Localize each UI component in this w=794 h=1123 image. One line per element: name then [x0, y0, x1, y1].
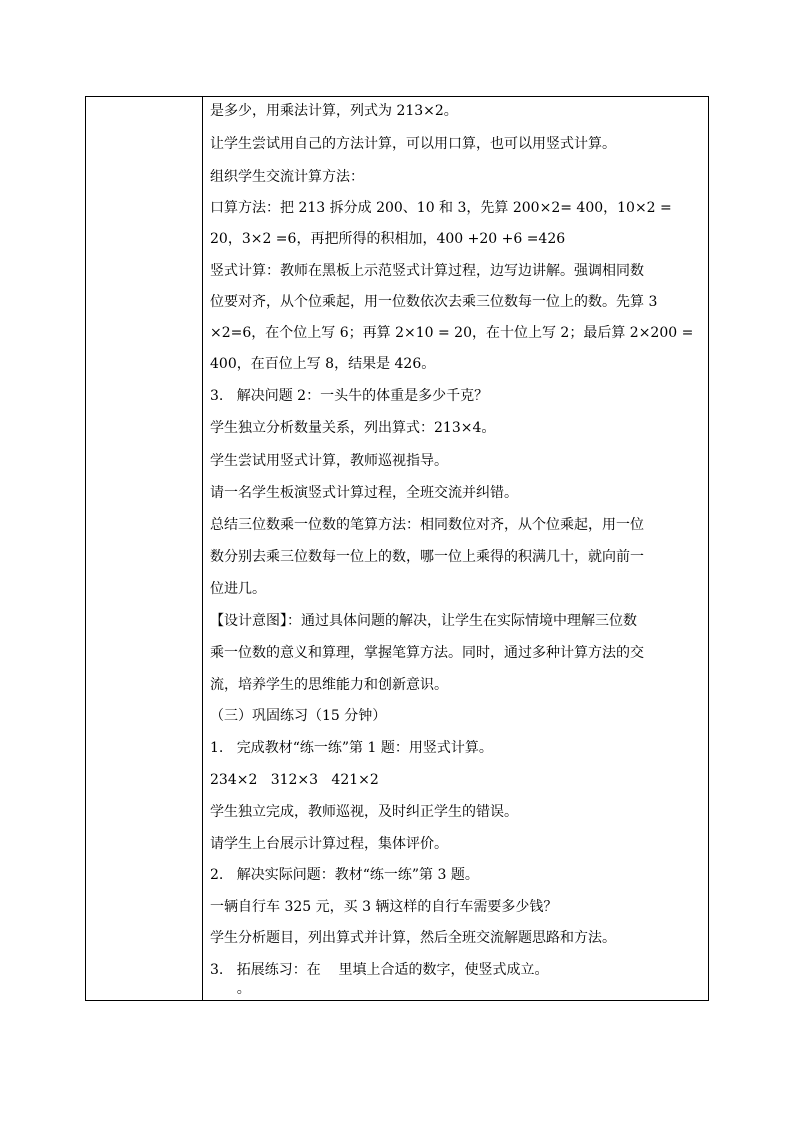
text-line: 请学生上台展示计算过程，集体评价。: [210, 836, 448, 852]
left-column-cell: [86, 97, 203, 1000]
text-line: 竖式计算：教师在黑板上示范竖式计算过程，边写边讲解。强调相同数: [210, 263, 644, 279]
section-heading: （三）巩固练习（15 分钟）: [210, 708, 387, 724]
text-line: 学生分析题目，列出算式并计算，然后全班交流解题思路和方法。: [210, 930, 616, 946]
text-line: 学生尝试用竖式计算，教师巡视指导。: [210, 453, 448, 469]
text-line: 数分别去乘三位数每一位上的数，哪一位上乘得的积满几十，就向前一: [210, 549, 644, 565]
text-line: 学生独立完成，教师巡视，及时纠正学生的错误。: [210, 804, 518, 820]
heading-line: 2. 解决实际问题：教材“练一练”第 3 题。: [210, 867, 479, 883]
text-line: 总结三位数乘一位数的笔算方法：相同数位对齐，从个位乘起，用一位: [210, 517, 644, 533]
text-line: 是多少，用乘法计算，列式为 213×2。: [210, 103, 458, 119]
text-line: 乘一位数的意义和算理，掌握笔算方法。同时，通过多种计算方法的交: [210, 645, 644, 661]
exercise-line: 234×2 312×3 421×2: [210, 772, 379, 788]
text-line: ×2=6，在个位上写 6；再算 2×10 = 20，在十位上写 2；最后算 2×200 =: [210, 325, 694, 341]
text-line: 400，在百位上写 8，结果是 426。: [210, 356, 436, 372]
text-line: 一辆自行车 325 元，买 3 辆这样的自行车需要多少钱？: [210, 899, 558, 915]
lesson-table: [85, 96, 709, 1001]
text-line: 请一名学生板演竖式计算过程，全班交流并纠错。: [210, 485, 518, 501]
text-line: 。: [210, 981, 251, 997]
heading-line: 3. 拓展练习：在 里填上合适的数字，使竖式成立。: [210, 962, 549, 978]
design-intent-line: 【设计意图】：通过具体问题的解决，让学生在实际情境中理解三位数: [210, 613, 637, 629]
text-line: 流，培养学生的思维能力和创新意识。: [210, 677, 448, 693]
heading-line: 1. 完成教材“练一练”第 1 题：用竖式计算。: [210, 740, 493, 756]
text-line: 20，3×2 =6，再把所得的积相加，400 +20 +6 =426: [210, 231, 566, 247]
text-line: 学生独立分析数量关系，列出算式：213×4。: [210, 420, 496, 436]
text-line: 位进几。: [210, 581, 266, 597]
text-line: 位要对齐，从个位乘起，用一位数依次去乘三位数每一位上的数。先算 3: [210, 294, 658, 310]
text-line: 让学生尝试用自己的方法计算，可以用口算，也可以用竖式计算。: [210, 136, 616, 152]
text-line: 组织学生交流计算方法：: [210, 169, 364, 185]
text-line: 口算方法：把 213 拆分成 200、10 和 3，先算 200×2= 400，10×2 =: [210, 200, 672, 216]
heading-line: 3. 解决问题 2：一头牛的体重是多少千克？: [210, 388, 489, 404]
